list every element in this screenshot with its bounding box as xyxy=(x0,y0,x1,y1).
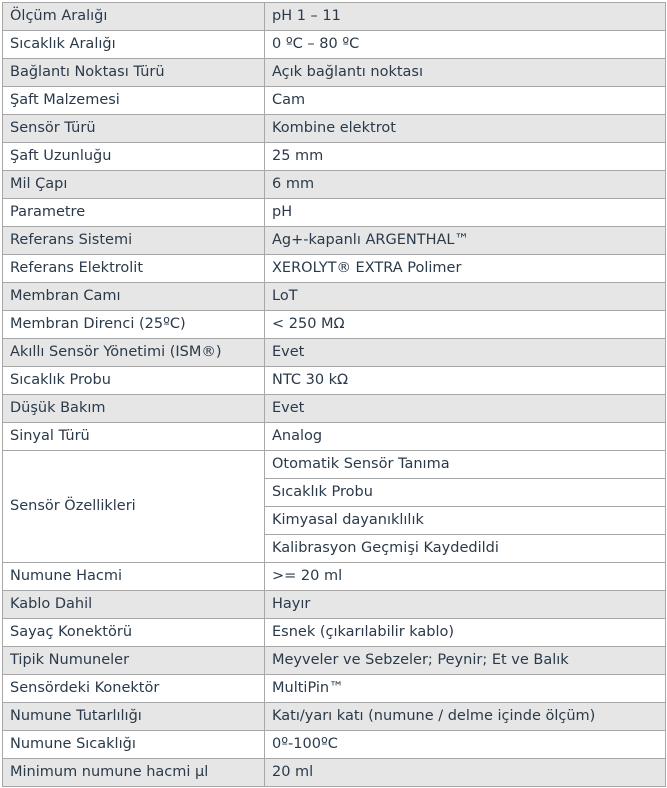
spec-value: Esnek (çıkarılabilir kablo) xyxy=(265,619,666,647)
table-row xyxy=(3,3,666,31)
spec-value: MultiPin™ xyxy=(265,675,666,703)
table-row xyxy=(3,227,666,255)
spec-label: Düşük Bakım xyxy=(3,395,265,423)
spec-label-features: Sensör Özellikleri xyxy=(3,451,265,563)
table-row xyxy=(3,563,666,591)
spec-feature-value: Kimyasal dayanıklılık xyxy=(265,507,666,535)
table-row xyxy=(3,143,666,171)
spec-value: XEROLYT® EXTRA Polimer xyxy=(265,255,666,283)
spec-label: Sensör Türü xyxy=(3,115,265,143)
spec-label: Kablo Dahil xyxy=(3,591,265,619)
spec-value: 20 ml xyxy=(265,759,666,787)
table-row xyxy=(3,87,666,115)
spec-label: Numune Tutarlılığı xyxy=(3,703,265,731)
spec-value: Katı/yarı katı (numune / delme içinde ölçüm) xyxy=(265,703,666,731)
table-row xyxy=(3,311,666,339)
spec-label: Numune Hacmi xyxy=(3,563,265,591)
spec-value: 0º-100ºC xyxy=(265,731,666,759)
spec-value: >= 20 ml xyxy=(265,563,666,591)
table-row xyxy=(3,451,666,479)
table-row xyxy=(3,115,666,143)
spec-label: Membran Direnci (25ºC) xyxy=(3,311,265,339)
spec-label: Sensördeki Konektör xyxy=(3,675,265,703)
spec-label: Şaft Malzemesi xyxy=(3,87,265,115)
spec-value: Evet xyxy=(265,339,666,367)
table-row xyxy=(3,31,666,59)
table-row xyxy=(3,731,666,759)
spec-value: pH 1 – 11 xyxy=(265,3,666,31)
table-row xyxy=(3,423,666,451)
spec-value: Hayır xyxy=(265,591,666,619)
spec-table xyxy=(2,2,666,787)
spec-feature-value: Otomatik Sensör Tanıma xyxy=(265,451,666,479)
spec-feature-value: Kalibrasyon Geçmişi Kaydedildi xyxy=(265,535,666,563)
table-row xyxy=(3,339,666,367)
table-row xyxy=(3,395,666,423)
table-row xyxy=(3,619,666,647)
spec-value: 6 mm xyxy=(265,171,666,199)
spec-value: Kombine elektrot xyxy=(265,115,666,143)
spec-label: Numune Sıcaklığı xyxy=(3,731,265,759)
spec-label: Şaft Uzunluğu xyxy=(3,143,265,171)
spec-label: Tipik Numuneler xyxy=(3,647,265,675)
table-row xyxy=(3,759,666,787)
spec-value: Ag+-kapanlı ARGENTHAL™ xyxy=(265,227,666,255)
table-row xyxy=(3,675,666,703)
spec-label: Sayaç Konektörü xyxy=(3,619,265,647)
table-row xyxy=(3,255,666,283)
spec-value: Cam xyxy=(265,87,666,115)
table-row xyxy=(3,591,666,619)
spec-value: Evet xyxy=(265,395,666,423)
spec-label: Sıcaklık Probu xyxy=(3,367,265,395)
spec-label: Referans Elektrolit xyxy=(3,255,265,283)
table-row xyxy=(3,647,666,675)
spec-value: NTC 30 kΩ xyxy=(265,367,666,395)
spec-value: Meyveler ve Sebzeler; Peynir; Et ve Balık xyxy=(265,647,666,675)
spec-label: Sıcaklık Aralığı xyxy=(3,31,265,59)
spec-value: pH xyxy=(265,199,666,227)
spec-value: Analog xyxy=(265,423,666,451)
table-row xyxy=(3,703,666,731)
spec-label: Ölçüm Aralığı xyxy=(3,3,265,31)
spec-label: Minimum numune hacmi µl xyxy=(3,759,265,787)
spec-label: Akıllı Sensör Yönetimi (ISM®) xyxy=(3,339,265,367)
spec-label: Referans Sistemi xyxy=(3,227,265,255)
spec-label: Bağlantı Noktası Türü xyxy=(3,59,265,87)
table-row xyxy=(3,283,666,311)
spec-value: LoT xyxy=(265,283,666,311)
spec-value: 25 mm xyxy=(265,143,666,171)
table-row xyxy=(3,59,666,87)
spec-label: Sinyal Türü xyxy=(3,423,265,451)
spec-value: 0 ºC – 80 ºC xyxy=(265,31,666,59)
table-row xyxy=(3,171,666,199)
table-row xyxy=(3,199,666,227)
spec-value: < 250 MΩ xyxy=(265,311,666,339)
table-row xyxy=(3,367,666,395)
spec-label: Mil Çapı xyxy=(3,171,265,199)
spec-value: Açık bağlantı noktası xyxy=(265,59,666,87)
spec-label: Membran Camı xyxy=(3,283,265,311)
spec-feature-value: Sıcaklık Probu xyxy=(265,479,666,507)
spec-label: Parametre xyxy=(3,199,265,227)
